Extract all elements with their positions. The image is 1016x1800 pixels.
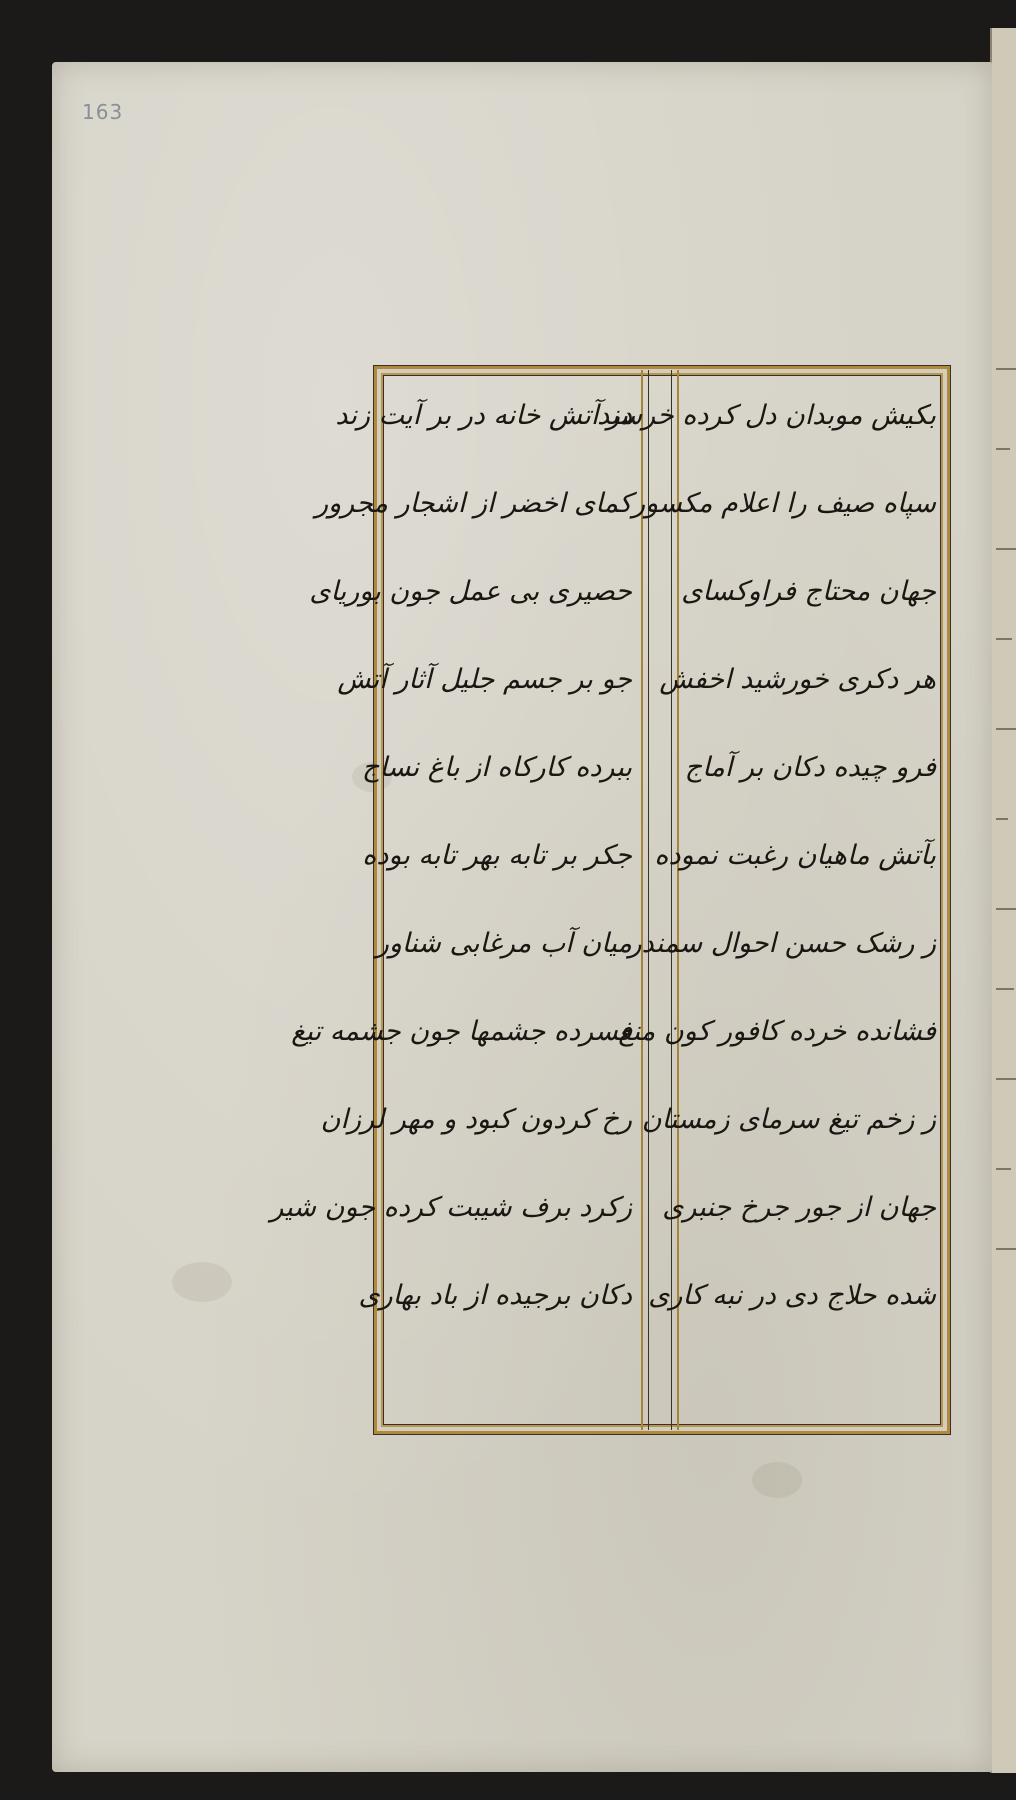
verse-line: بآتش ماهیان رغبت نموده <box>654 840 936 871</box>
verse-line: رخ کردون کبود و مهر لرزان <box>320 1104 632 1135</box>
verse-line: بکیش موبدان دل کرده خرسند <box>597 400 936 431</box>
verse-line: کمای اخضر از اشجار مجرور <box>315 488 632 519</box>
verse-line: جو بر جسم جلیل آثار آتش <box>337 664 632 695</box>
verse-line: ز رشک حسن احوال سمندر <box>628 928 936 959</box>
verse-line: سپاه صیف را اعلام مکسور <box>632 488 936 519</box>
verse-line: جهان از جور جرخ جنبری <box>662 1192 936 1223</box>
left-column <box>270 386 632 1426</box>
verse-line: جکر بر تابه بهر تابه بوده <box>362 840 632 871</box>
verse-line: ببرده کارکاه از باغ نساج <box>361 752 632 783</box>
folio-number: 163 <box>82 100 124 124</box>
verse-line: جهان محتاج فراوکسای <box>681 576 936 607</box>
verse-line: زکرد برف شیبت کرده جون شیر <box>270 1192 632 1223</box>
right-column <box>597 386 936 1426</box>
verse-line: حصیری بی عمل جون بوریای <box>309 576 632 607</box>
verse-line: در آتش خانه در بر آیت زند <box>335 400 632 431</box>
verse-line: فشانده خرده کافور کون منع <box>618 1016 936 1047</box>
verse-line: هر دکری خورشید اخفش <box>659 664 936 695</box>
verse-line: فسرده جشمها جون جشمه تیغ <box>291 1016 632 1047</box>
verse-line: فرو چیده دکان بر آماج <box>684 752 936 783</box>
adjacent-page-edge <box>990 28 1016 1773</box>
verse-line: دکان برجیده از باد بهاری <box>358 1280 632 1311</box>
verse-line: شده حلاج دی در نبه کاری <box>648 1280 936 1311</box>
verse-line: ز زخم تیغ سرمای زمستان <box>641 1104 936 1135</box>
verse-line: میان آب مرغابی شناور <box>375 928 632 959</box>
